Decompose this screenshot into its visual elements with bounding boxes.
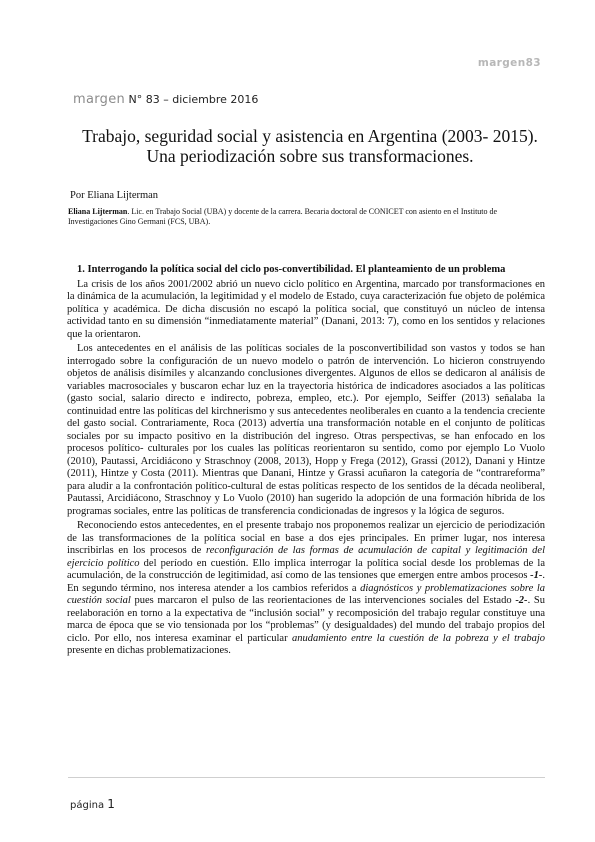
p3-text-a: Reconociendo estos antecedentes, en el presente trabajo nos proponemos realizar un ejercicio de periodización de las transformaciones de la política social en base a dos ejes principales. En primer lugar, nos interesa inscribirlas en los procesos de xyxy=(67,520,545,556)
bio-text: . Lic. en Trabajo Social (UBA) y docente de la carrera. Becaria doctoral de CONICET con asiento en el Instituto de Investigaciones Gino Germani (FCS, UBA). xyxy=(68,207,498,226)
footer-divider xyxy=(68,777,545,778)
p3-text-f: presente en dichas problematizaciones. xyxy=(67,645,231,656)
journal-brand: margen83 xyxy=(477,57,541,69)
paragraph-1: La crisis de los años 2001/2002 abrió un nuevo ciclo político en Argentina, marcado por transformaciones en la dinámica de la acumulación, la legitimidad y el modelo de Estado, cuya caracterización fue objeto de polémica política y académica. De dicha discusión no escapó la política social, que constituyó un núcleo de intensa actividad tanto en su dimensión “inmediatamente material” (Danani, 2013: 7), como en los sentidos y relaciones que la orientaron. xyxy=(67,278,545,340)
page-number: 1 xyxy=(107,797,115,811)
issue-number-date: N° 83 – diciembre 2016 xyxy=(128,93,259,106)
footnote-marker-2[interactable]: -2- xyxy=(515,595,528,606)
article-title xyxy=(40,126,580,166)
author-bio xyxy=(68,207,538,227)
p3-text-c: . En segundo término, nos interesa atender a los cambios referidos a xyxy=(67,570,545,594)
paragraph-3 xyxy=(67,520,545,658)
p3-emphasis-2: diagnósticos y problematizaciones sobre la cuestión social xyxy=(67,582,545,606)
p3-emphasis-3: anudamiento entre la cuestión de la pobreza y el trabajo xyxy=(291,632,545,644)
footnote-marker-1[interactable]: -1- xyxy=(530,570,543,581)
p3-emphasis-1: reconfiguración de las formas de acumulación de capital y legitimación del ejercicio político xyxy=(67,545,545,569)
issue-header xyxy=(73,92,258,107)
author-byline: Por Eliana Lijterman xyxy=(70,190,159,201)
issue-brand: margen xyxy=(73,92,126,107)
p3-text-b: del período en cuestión. Ello implica interrogar la política social desde los problemas de la acumulación, de la construcción de legitimidad, así como de las tensiones que emergen entre ambos procesos xyxy=(67,557,546,581)
section-1 xyxy=(67,264,545,660)
paragraph-2: Los antecedentes en el análisis de las políticas sociales de la posconvertibilidad son vastos y todos se han interrogado sobre la configuración de un nuevo modelo o patrón de intervención. Lo hicieron construyendo objetos de análisis disímiles y alcanzando conclusiones divergentes. Algunos de ellos se dedicaron al análisis de variables macrosociales y buscaron echar luz en la trayectoria histórica de indicadores asociados a las políticas (gasto social, salario directo e indirecto, pobreza, empleo, etc.). Por ejemplo, Seiffer (2013) señalaba la continuidad entre las políticas del kirchnerismo y sus antecedentes neoliberales en cuanto a la tendencia creciente del gasto social. Contrariamente, Roca (2013) advertía una transformación notable en el conjunto de políticas sociales por su impacto positivo en la distribución del ingreso. Otras perspectivas, se han enfocado en los procesos político- culturales por los cuales las políticas reorientaron su sentido, como por ejemplo Lo Vuolo (2010), Pautassi, Arcidiácono y Straschnoy (2008, 2013), Hopp y Frega (2012), Grassi (2012), Danani y Hintze (2011), Hintze y Costa (2011). Mientras que Danani, Hintze y Grassi acuñaron la categoría de “contrareforma” para aludir a la confrontación político-cultural de estas políticas respecto de los sentidos de la década neoliberal, Pautassi, Arcidiácono, Straschnoy y Lo Vuolo (2010) han sugerido la adopción de una formación híbrida de los programas sociales, entre las políticas de transferencia condicionadas de ingresos y la lógica de seguros. xyxy=(67,343,545,517)
title-line-2: Una periodización sobre sus transformaciones. xyxy=(146,146,474,166)
title-line-1: Trabajo, seguridad social y asistencia en Argentina (2003- 2015). xyxy=(82,126,538,146)
p3-text-d: pues marcaron el pulso de las reorientaciones de las intervenciones sociales del Estado xyxy=(130,595,516,606)
page-label: página xyxy=(70,800,105,811)
page-footer xyxy=(70,797,115,811)
bio-author-name: Eliana Lijterman xyxy=(68,207,128,216)
p3-text-e: . Su reelaboración en torno a la expectativa de “inclusión social” y recomposición del trabajo regular constituye una marca de época que se vio tensionada por los “problemas” (y desigualdades) del mundo del trabajo propios del ciclo. Por ello, nos interesa examinar el particular xyxy=(67,595,546,644)
section-heading: 1. Interrogando la política social del ciclo pos-convertibilidad. El planteamiento de un problema xyxy=(77,264,506,275)
